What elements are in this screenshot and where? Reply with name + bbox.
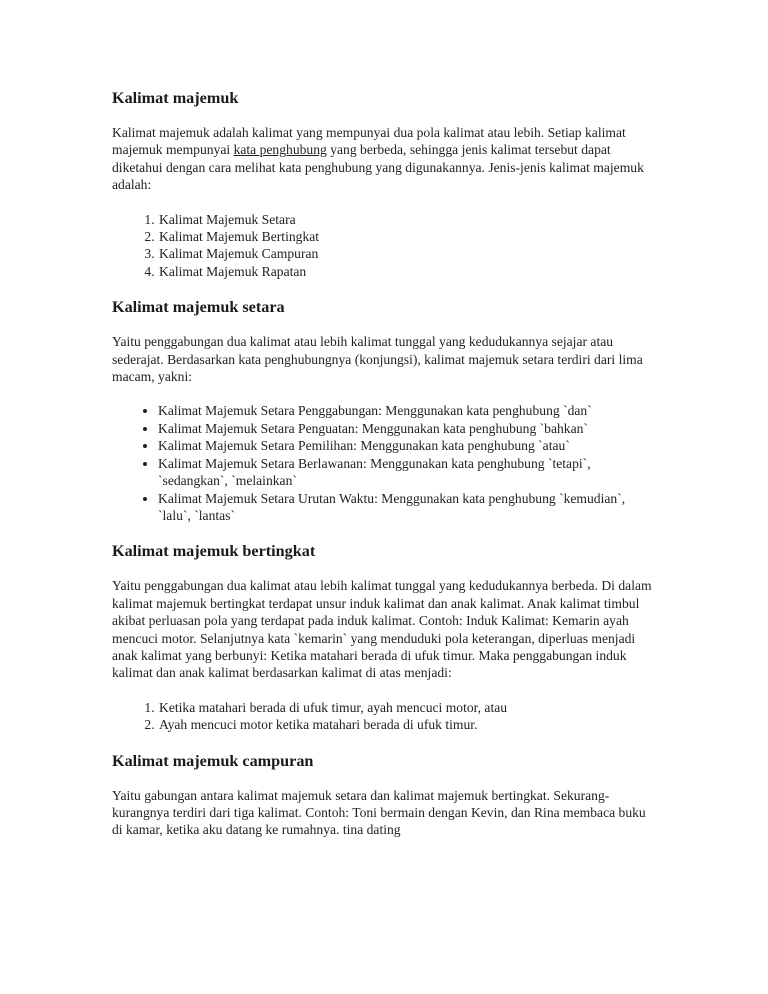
intro-text-after: yang berbeda, sehingga jenis kalimat tersebut dapat diketahui dengan cara melihat kata penghubung yang digunakannya. Jenis-jenis kalimat majemuk adalah: <box>112 142 644 193</box>
bertingkat-list <box>112 699 657 734</box>
heading-kalimat-majemuk: Kalimat majemuk <box>112 89 239 107</box>
list-item: • Kalimat Majemuk Setara Penguatan: Menggunakan kata penghubung `bahkan` <box>158 420 657 437</box>
heading-majemuk-setara: Kalimat majemuk setara <box>112 298 285 317</box>
list-item: 1. Ketika matahari berada di ufuk timur, ayah mencuci motor, atau <box>158 699 657 716</box>
types-list <box>112 211 657 281</box>
list-item: • Kalimat Majemuk Setara Berlawanan: Menggunakan kata penghubung `tetapi`, `sedangkan`, `melainkan` <box>158 455 657 490</box>
setara-paragraph: Yaitu penggabungan dua kalimat atau lebih kalimat tunggal yang kedudukannya sejajar atau sederajat. Berdasarkan kata penghubungnya (konjungsi), kalimat majemuk setara terdiri dari lima macam, yakni: <box>112 334 643 385</box>
list-item: 3. Kalimat Majemuk Campuran <box>158 245 657 262</box>
bertingkat-paragraph: Yaitu penggabungan dua kalimat atau lebih kalimat tunggal yang kedudukannya berbeda. Di dalam kalimat majemuk bertingkat terdapat unsur induk kalimat dan anak kalimat. Anak kalimat timbul akibat perluasan pola yang terdapat pada induk kalimat. Contoh: Induk Kalimat: Kemarin ayah mencuci motor. Selanjutnya kata `kemarin` yang menduduki pola keterangan, diperluas menjadi anak kalimat yang berbunyi: Ketika matahari berada di ufuk timur. Maka penggabungan induk kalimat dan anak kalimat berdasarkan kalimat di atas menjadi: <box>112 578 652 681</box>
list-item: • Kalimat Majemuk Setara Urutan Waktu: Menggunakan kata penghubung `kemudian`, `lalu`, `lantas` <box>158 490 657 525</box>
list-item: • Kalimat Majemuk Setara Pemilihan: Menggunakan kata penghubung `atau` <box>158 437 657 454</box>
list-item: 1. Kalimat Majemuk Setara <box>158 211 657 228</box>
setara-list <box>112 402 657 524</box>
list-item: 2. Kalimat Majemuk Bertingkat <box>158 228 657 245</box>
heading-majemuk-bertingkat: Kalimat majemuk bertingkat <box>112 542 316 561</box>
kata-penghubung-link[interactable]: kata penghubung <box>233 142 327 158</box>
list-item: 4. Kalimat Majemuk Rapatan <box>158 263 657 280</box>
list-item: • Kalimat Majemuk Setara Penggabungan: Menggunakan kata penghubung `dan` <box>158 402 657 419</box>
list-item: 2. Ayah mencuci motor ketika matahari berada di ufuk timur. <box>158 716 657 733</box>
campuran-paragraph: Yaitu gabungan antara kalimat majemuk setara dan kalimat majemuk bertingkat. Sekurang-kurangnya terdiri dari tiga kalimat. Contoh: Toni bermain dengan Kevin, dan Rina membaca buku di kamar, ketika aku datang ke rumahnya. tina dating <box>112 787 646 838</box>
document-page <box>112 88 657 839</box>
heading-majemuk-campuran: Kalimat majemuk campuran <box>112 751 314 770</box>
intro-text-before: Kalimat majemuk adalah kalimat yang mempunyai dua pola kalimat atau lebih. Setiap kalimat majemuk mempunyai <box>112 125 626 158</box>
intro-paragraph <box>112 124 657 194</box>
